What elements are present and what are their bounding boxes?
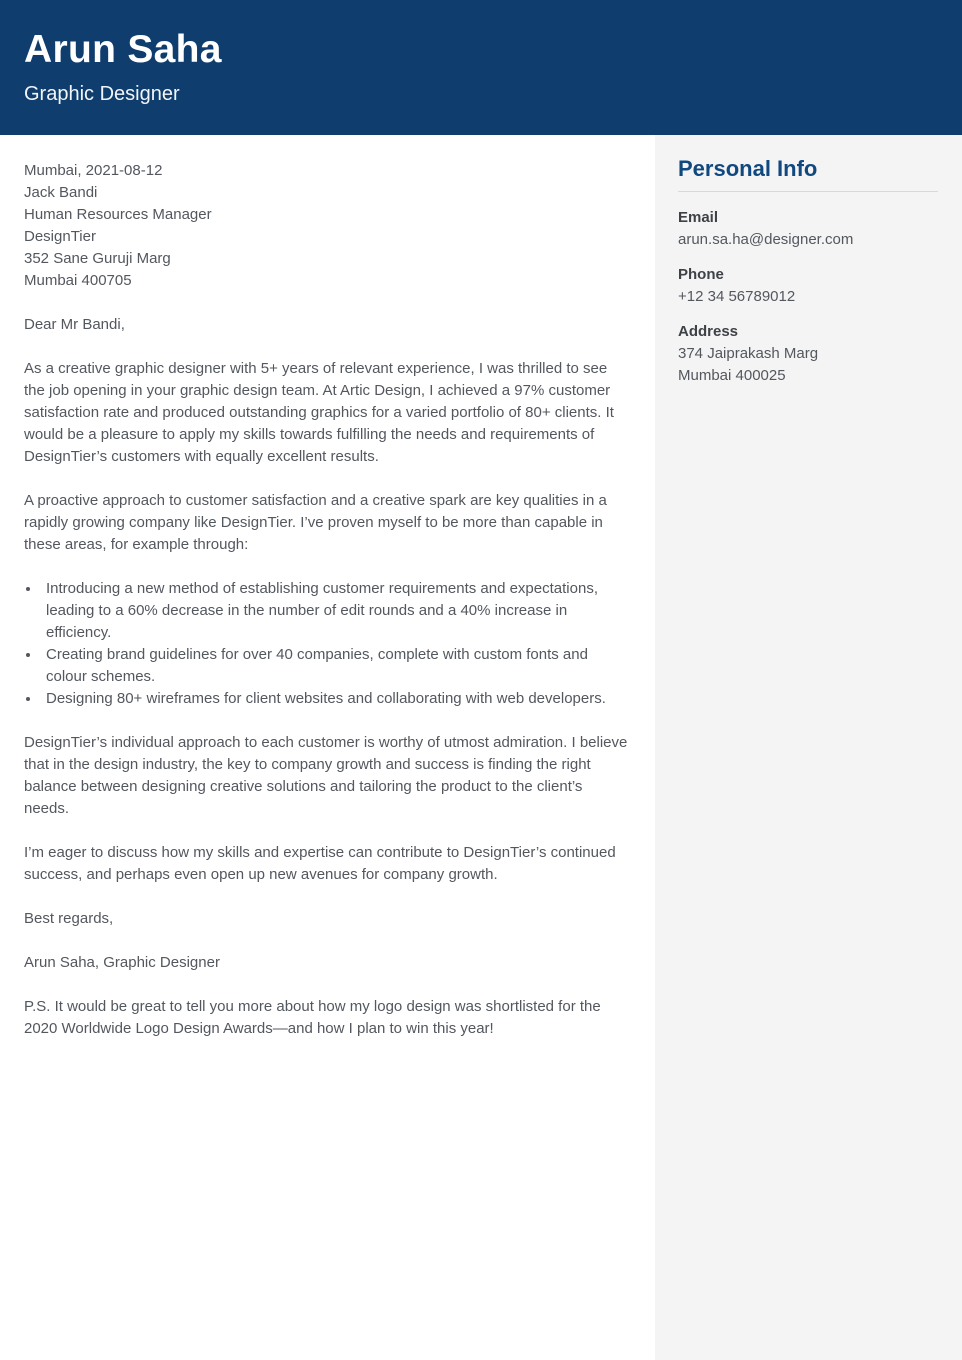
recipient-line: 352 Sane Guruji Marg — [24, 250, 171, 267]
letter-body — [0, 135, 655, 1360]
bullet-list-achievements — [24, 578, 630, 710]
recipient-block — [24, 160, 630, 292]
letter-flow — [24, 358, 630, 1040]
sidebar-divider — [678, 191, 938, 192]
sidebar-section-value: +12 34 56789012 — [678, 288, 796, 305]
salutation: Dear Mr Bandi, — [24, 316, 125, 333]
sidebar-section-email — [678, 207, 938, 251]
sidebar-section-label: Email — [678, 209, 719, 226]
paragraph-qualities: A proactive approach to customer satisfaction and a creative spark are key qualities in a rapidly growing company like DesignTier. I’ve proven myself to be more than capable in these areas, for example through: — [24, 492, 607, 553]
paragraph-admiration: DesignTier’s individual approach to each customer is worthy of utmost admiration. I believe that in the design industry, the key to company growth and success is finding the right balance between designing creative solutions and tailoring the product to the client’s needs. — [24, 734, 628, 817]
sidebar-section-label: Address — [678, 323, 739, 340]
sidebar-section-value: arun.sa.ha@designer.com — [678, 231, 854, 248]
page-content — [0, 135, 962, 1360]
paragraph-intro: As a creative graphic designer with 5+ years of relevant experience, I was thrilled to see the job opening in your graphic design team. At Artic Design, I achieved a 97% customer satisfaction rate and produced outstanding graphics for a varied portfolio of 80+ clients. It would be a pleasure to apply my skills towards fulfilling the needs and requirements of DesignTier’s customers with equally excellent results. — [24, 360, 614, 465]
letter-header — [0, 0, 962, 135]
sidebar-section-address — [678, 321, 938, 387]
sidebar-sections — [678, 207, 938, 387]
bullet-item: • Creating brand guidelines for over 40 companies, complete with custom fonts and colour schemes. — [41, 644, 630, 688]
sidebar-title: Personal Info — [678, 156, 818, 181]
paragraph-postscript: P.S. It would be great to tell you more about how my logo design was shortlisted for the 2020 Worldwide Logo Design Awards—and how I plan to win this year! — [24, 998, 601, 1037]
personal-info-sidebar — [655, 135, 962, 1360]
bullet-item: • Introducing a new method of establishing customer requirements and expectations, leading to a 60% decrease in the number of edit rounds and a 40% increase in efficiency. — [41, 578, 630, 644]
sidebar-section-phone — [678, 264, 938, 308]
recipient-line: Jack Bandi — [24, 184, 98, 201]
applicant-job-title: Graphic Designer — [24, 83, 180, 105]
paragraph-signature: Arun Saha, Graphic Designer — [24, 954, 220, 971]
applicant-name: Arun Saha — [24, 28, 222, 71]
recipient-line: Human Resources Manager — [24, 206, 212, 223]
recipient-line: DesignTier — [24, 228, 96, 245]
sidebar-section-value: 374 Jaiprakash Marg — [678, 345, 819, 362]
recipient-line: Mumbai, 2021-08-12 — [24, 162, 163, 179]
paragraph-signoff: Best regards, — [24, 910, 114, 927]
recipient-line: Mumbai 400705 — [24, 272, 132, 289]
sidebar-section-label: Phone — [678, 266, 724, 283]
bullet-item: • Designing 80+ wireframes for client websites and collaborating with web developers. — [41, 688, 630, 710]
paragraph-eagerness: I’m eager to discuss how my skills and expertise can contribute to DesignTier’s continued success, and perhaps even open up new avenues for company growth. — [24, 844, 616, 883]
sidebar-section-value: Mumbai 400025 — [678, 367, 786, 384]
